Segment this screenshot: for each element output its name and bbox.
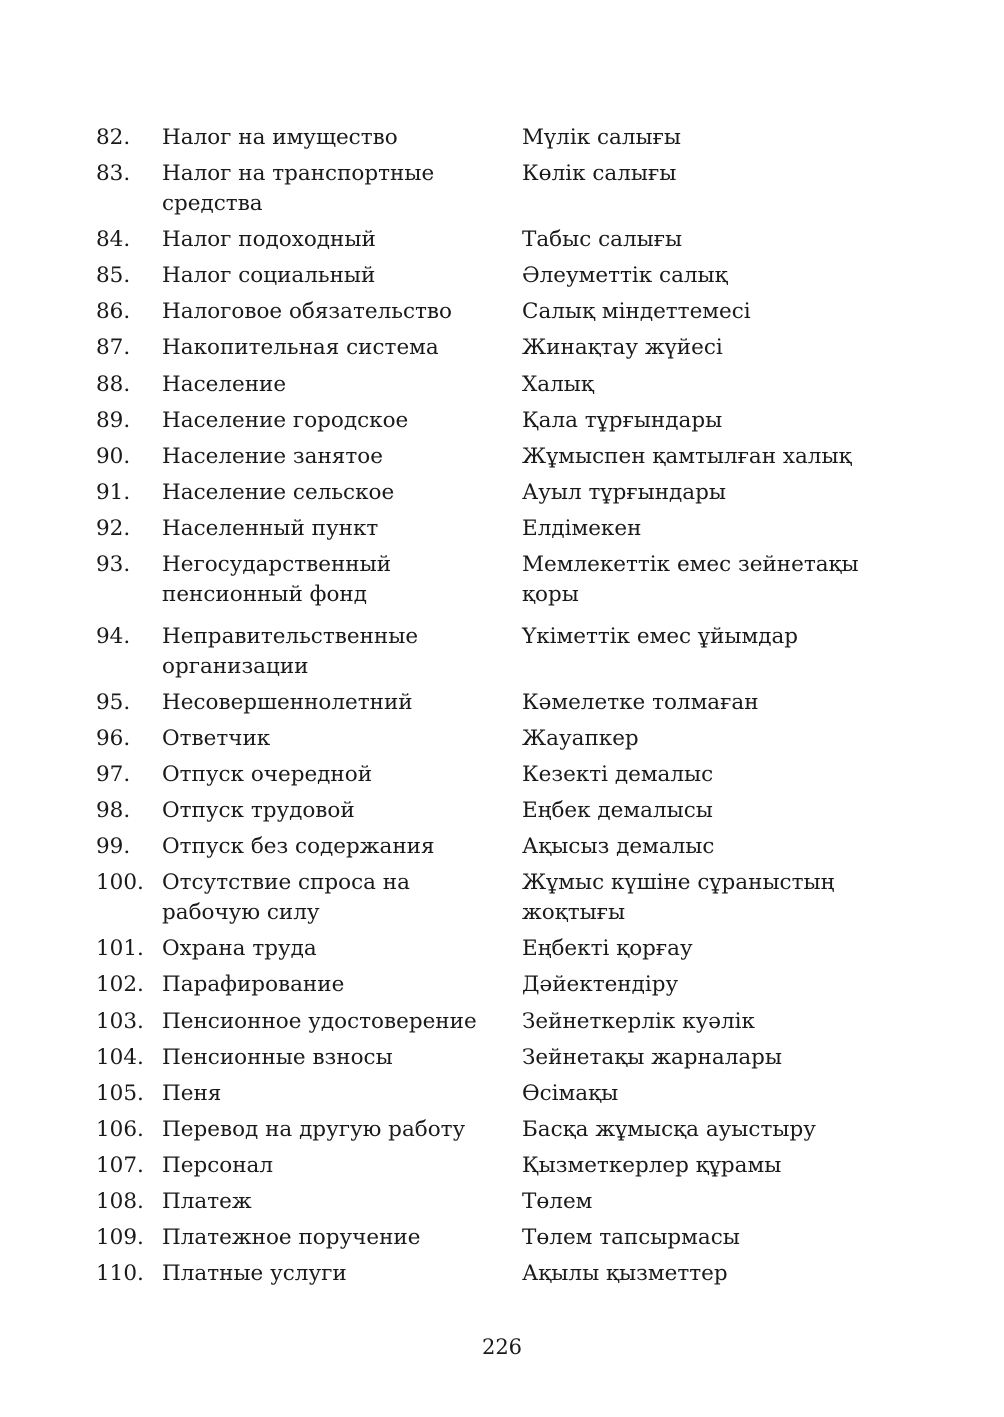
- kazakh-term: Еңбекті қорғау: [522, 936, 693, 961]
- russian-term: Накопительная система: [162, 335, 439, 360]
- russian-term: Население: [162, 372, 287, 397]
- entry-number: 84.: [96, 227, 131, 252]
- entry-number: 90.: [96, 444, 131, 469]
- kazakh-term: Салық міндеттемесі: [522, 299, 751, 324]
- entry-number: 85.: [96, 263, 131, 288]
- entry-number: 96.: [96, 726, 131, 751]
- russian-term: Пенсионное удостоверение: [162, 1009, 477, 1034]
- entry-number: 91.: [96, 480, 131, 505]
- entry-number: 103.: [96, 1009, 144, 1034]
- entry-number: 106.: [96, 1117, 144, 1142]
- kazakh-term: Зейнеткерлік куәлік: [522, 1009, 755, 1034]
- russian-term: Налог на транспортные средства: [162, 161, 435, 216]
- russian-term: Ответчик: [162, 726, 271, 751]
- russian-term: Пеня: [162, 1081, 222, 1106]
- kazakh-term: Үкіметтік емес ұйымдар: [522, 624, 799, 649]
- russian-term: Платеж: [162, 1189, 252, 1214]
- russian-term: Персонал: [162, 1153, 274, 1178]
- entry-number: 94.: [96, 624, 131, 649]
- kazakh-term: Қала тұрғындары: [522, 408, 723, 433]
- kazakh-term: Мемлекеттік емес зейнетақы қоры: [522, 552, 859, 607]
- kazakh-term: Кезекті демалыс: [522, 762, 714, 787]
- russian-term: Налог социальный: [162, 263, 376, 288]
- kazakh-term: Табыс салығы: [522, 227, 683, 252]
- entry-number: 92.: [96, 516, 131, 541]
- russian-term: Платежное поручение: [162, 1225, 421, 1250]
- entry-number: 88.: [96, 372, 131, 397]
- kazakh-term: Өсімақы: [522, 1081, 619, 1106]
- entry-number: 97.: [96, 762, 131, 787]
- entry-number: 86.: [96, 299, 131, 324]
- kazakh-term: Елдімекен: [522, 516, 642, 541]
- kazakh-term: Жұмыс күшіне сұраныстың жоқтығы: [522, 870, 835, 925]
- kazakh-term: Әлеуметтік салық: [522, 263, 728, 288]
- russian-term: Платные услуги: [162, 1261, 347, 1286]
- kazakh-term: Қызметкерлер құрамы: [522, 1153, 782, 1178]
- entry-number: 83.: [96, 161, 131, 186]
- entry-number: 107.: [96, 1153, 144, 1178]
- kazakh-term: Ақысыз демалыс: [522, 834, 715, 859]
- kazakh-term: Халық: [522, 372, 594, 397]
- russian-term: Налог на имущество: [162, 125, 398, 150]
- entry-number: 98.: [96, 798, 131, 823]
- russian-term: Негосударственный пенсионный фонд: [162, 552, 392, 607]
- entry-number: 93.: [96, 552, 131, 577]
- russian-term: Охрана труда: [162, 936, 317, 961]
- russian-term: Перевод на другую работу: [162, 1117, 466, 1142]
- russian-term: Население занятое: [162, 444, 383, 469]
- kazakh-term: Дәйектендіру: [522, 972, 679, 997]
- russian-term: Неправительственные организации: [162, 624, 419, 679]
- russian-term: Отпуск трудовой: [162, 798, 355, 823]
- entry-number: 89.: [96, 408, 131, 433]
- kazakh-term: Көлік салығы: [522, 161, 677, 186]
- russian-term: Пенсионные взносы: [162, 1045, 393, 1070]
- entry-number: 109.: [96, 1225, 144, 1250]
- entry-number: 110.: [96, 1261, 144, 1286]
- russian-term: Отпуск очередной: [162, 762, 373, 787]
- russian-term: Население сельское: [162, 480, 395, 505]
- entry-number: 108.: [96, 1189, 144, 1214]
- kazakh-term: Мүлік салығы: [522, 125, 681, 150]
- entry-number: 101.: [96, 936, 144, 961]
- kazakh-term: Зейнетақы жарналары: [522, 1045, 783, 1070]
- russian-term: Население городское: [162, 408, 409, 433]
- russian-term: Отсутствие спроса на рабочую силу: [162, 870, 410, 925]
- kazakh-term: Ауыл тұрғындары: [522, 480, 726, 505]
- kazakh-term: Жұмыспен қамтылған халық: [522, 444, 852, 469]
- kazakh-term: Төлем: [522, 1189, 593, 1214]
- russian-term: Несовершеннолетний: [162, 690, 413, 715]
- kazakh-term: Еңбек демалысы: [522, 798, 713, 823]
- entry-number: 82.: [96, 125, 131, 150]
- entry-number: 105.: [96, 1081, 144, 1106]
- kazakh-term: Басқа жұмысқа ауыстыру: [522, 1117, 816, 1142]
- russian-term: Налоговое обязательство: [162, 299, 452, 324]
- kazakh-term: Жауапкер: [522, 726, 639, 751]
- entry-number: 95.: [96, 690, 131, 715]
- page-number: 226: [481, 1335, 523, 1359]
- kazakh-term: Жинақтау жүйесі: [522, 335, 723, 360]
- entry-number: 87.: [96, 335, 131, 360]
- entry-number: 100.: [96, 870, 144, 895]
- russian-term: Налог подоходный: [162, 227, 376, 252]
- russian-term: Отпуск без содержания: [162, 834, 435, 859]
- kazakh-term: Ақылы қызметтер: [522, 1261, 728, 1286]
- russian-term: Парафирование: [162, 972, 345, 997]
- russian-term: Населенный пункт: [162, 516, 379, 541]
- entry-number: 99.: [96, 834, 131, 859]
- entry-number: 104.: [96, 1045, 144, 1070]
- kazakh-term: Кәмелетке толмаған: [522, 690, 759, 715]
- kazakh-term: Төлем тапсырмасы: [522, 1225, 740, 1250]
- entry-number: 102.: [96, 972, 144, 997]
